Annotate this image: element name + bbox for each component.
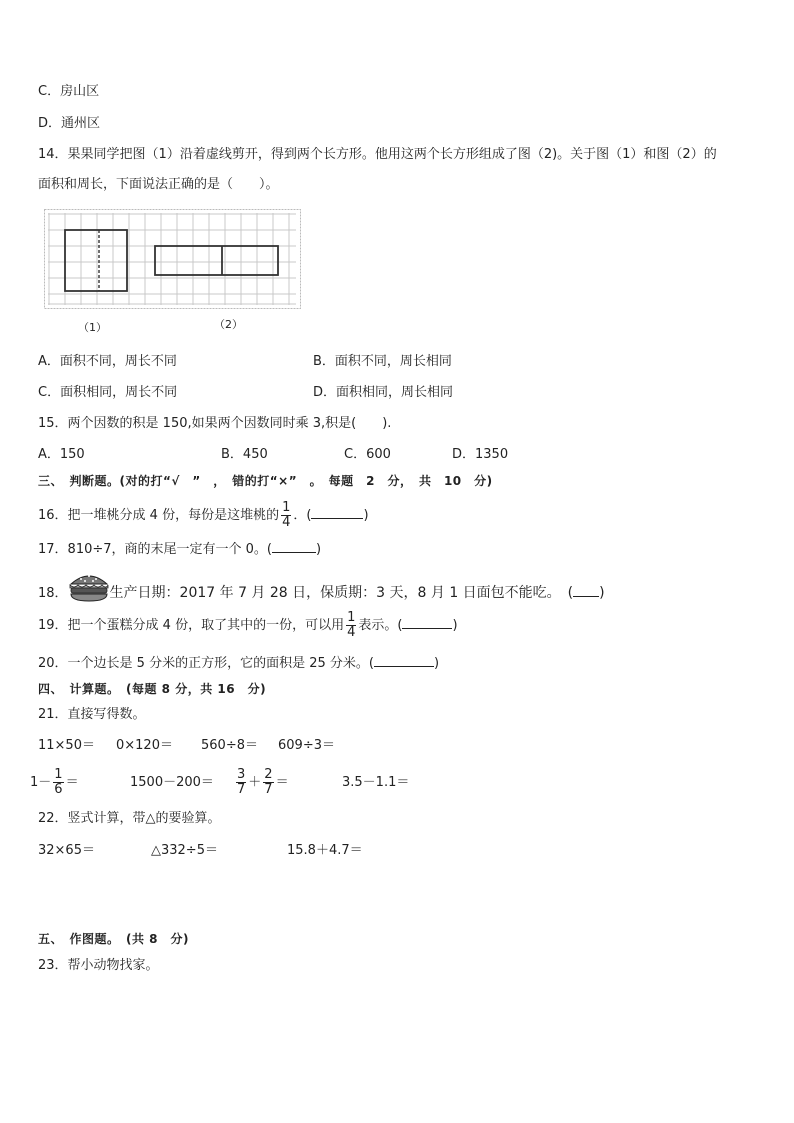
- section-3-heading: 三、 判断题。(对的打“√ ” ， 错的打“×” 。 每题 2 分， 共 10 分): [38, 474, 493, 488]
- q21-item-5-post: ＝: [65, 775, 79, 790]
- q21-item-5: [30, 764, 79, 802]
- q21-item-7-post: ＝: [275, 775, 289, 790]
- question-14-stem-line2: 面积和周长，下面说法正确的是（ ）。: [38, 177, 279, 192]
- q16-open: ．(: [293, 508, 312, 523]
- q20-text: 20．一个边长是 5 分米的正方形，它的面积是 25 分米。(: [38, 656, 374, 671]
- q21-item-5-den: 6: [54, 782, 63, 797]
- figure-2-rectangle: [155, 246, 278, 275]
- q21-item-7-fraction-2: [263, 768, 273, 797]
- q21-item-7-plus: ＋: [248, 775, 262, 790]
- option-c: C．房山区: [38, 84, 100, 99]
- figure-2-label: （2）: [214, 318, 243, 331]
- q15-option-c: C．600: [344, 447, 391, 462]
- q21-item-5-fraction: [53, 768, 63, 797]
- q16-frac-num: 1: [282, 500, 291, 515]
- question-15-stem: 15．两个因数的积是 150,如果两个因数同时乘 3,积是( ).: [38, 416, 392, 431]
- q22-item-2: △332÷5＝: [151, 843, 218, 858]
- question-16: [38, 500, 369, 532]
- question-20: [38, 654, 439, 673]
- option-d: D．通州区: [38, 116, 101, 131]
- q14-option-c: C．面积相同，周长不同: [38, 385, 178, 400]
- question-21-stem: 21．直接写得数。: [38, 707, 146, 722]
- q21-item-5-pre: 1－: [30, 775, 52, 790]
- q21-item-3: 560÷8＝: [201, 738, 258, 753]
- q21-item-8: 3.5－1.1＝: [342, 775, 410, 790]
- q21-item-6: 1500－200＝: [130, 775, 214, 790]
- figure-1-square: [65, 230, 127, 291]
- q19-close: ): [452, 618, 458, 633]
- q21-item-5-num: 1: [54, 767, 63, 782]
- q18-text: 生产日期：2017 年 7 月 28 日，保质期：3 天，8 月 1 日面包不能吃。 (: [109, 585, 574, 601]
- q17-answer-blank[interactable]: [272, 540, 316, 553]
- q14-option-b: B．面积不同，周长相同: [313, 354, 452, 369]
- q14-option-a: A．面积不同，周长不同: [38, 354, 177, 369]
- q22-item-1: 32×65＝: [38, 843, 95, 858]
- q21-item-4: 609÷3＝: [278, 738, 335, 753]
- q21-item-7-num-1: 3: [237, 767, 246, 782]
- q18-answer-blank[interactable]: [573, 584, 599, 597]
- q21-item-2: 0×120＝: [116, 738, 173, 753]
- q19-answer-blank[interactable]: [402, 616, 452, 629]
- q16-close: ): [363, 508, 369, 523]
- q16-answer-blank[interactable]: [311, 506, 363, 519]
- question-14-stem-line1: 14．果果同学把图（1）沿着虚线剪开，得到两个长方形。他用这两个长方形组成了图（2)。关于图（1）和图（2）的: [38, 147, 717, 162]
- q19-frac-den: 4: [347, 625, 356, 640]
- section-4-heading: 四、 计算题。 (每题 8 分，共 16 分): [38, 682, 267, 696]
- q21-item-7-num-2: 2: [264, 767, 273, 782]
- q14-option-d: D．面积相同，周长相同: [313, 385, 454, 400]
- q19-text: 19．把一个蛋糕分成 4 份，取了其中的一份，可以用: [38, 618, 345, 633]
- q15-option-a: A．150: [38, 447, 85, 462]
- q15-option-d: D．1350: [452, 447, 509, 462]
- q21-item-7-den-2: 7: [264, 782, 273, 797]
- q21-item-1: 11×50＝: [38, 738, 95, 753]
- q22-item-3: 15.8＋4.7＝: [287, 843, 363, 858]
- q19-after: 表示。(: [358, 618, 403, 633]
- q20-answer-blank[interactable]: [374, 654, 434, 667]
- section-5-heading: 五、 作图题。 (共 8 分): [38, 932, 189, 946]
- q19-fraction: [346, 611, 356, 640]
- q18-num: 18．: [38, 586, 68, 601]
- q21-item-7: [234, 764, 289, 802]
- question-22-stem: 22．竖式计算，带△的要验算。: [38, 811, 221, 826]
- question-17: [38, 540, 321, 559]
- q16-text: 16．把一堆桃分成 4 份，每份是这堆桃的: [38, 508, 280, 523]
- q19-frac-num: 1: [347, 610, 356, 625]
- q16-frac-den: 4: [282, 515, 291, 530]
- q18-close: ): [599, 585, 605, 601]
- question-23-stem: 23．帮小动物找家。: [38, 958, 159, 973]
- question-19: [38, 610, 458, 642]
- q20-close: ): [433, 656, 440, 671]
- q15-option-b: B．450: [221, 447, 268, 462]
- q16-fraction: [281, 501, 291, 530]
- grid-diagram: [44, 209, 306, 313]
- q17-text: 17．810÷7，商的末尾一定有一个 0。(: [38, 542, 272, 557]
- figure-1-label: （1）: [78, 321, 107, 334]
- q17-close: ): [316, 542, 322, 557]
- grid-figure: [44, 209, 306, 317]
- q21-item-7-den-1: 7: [237, 782, 246, 797]
- q21-item-7-fraction-1: [236, 768, 246, 797]
